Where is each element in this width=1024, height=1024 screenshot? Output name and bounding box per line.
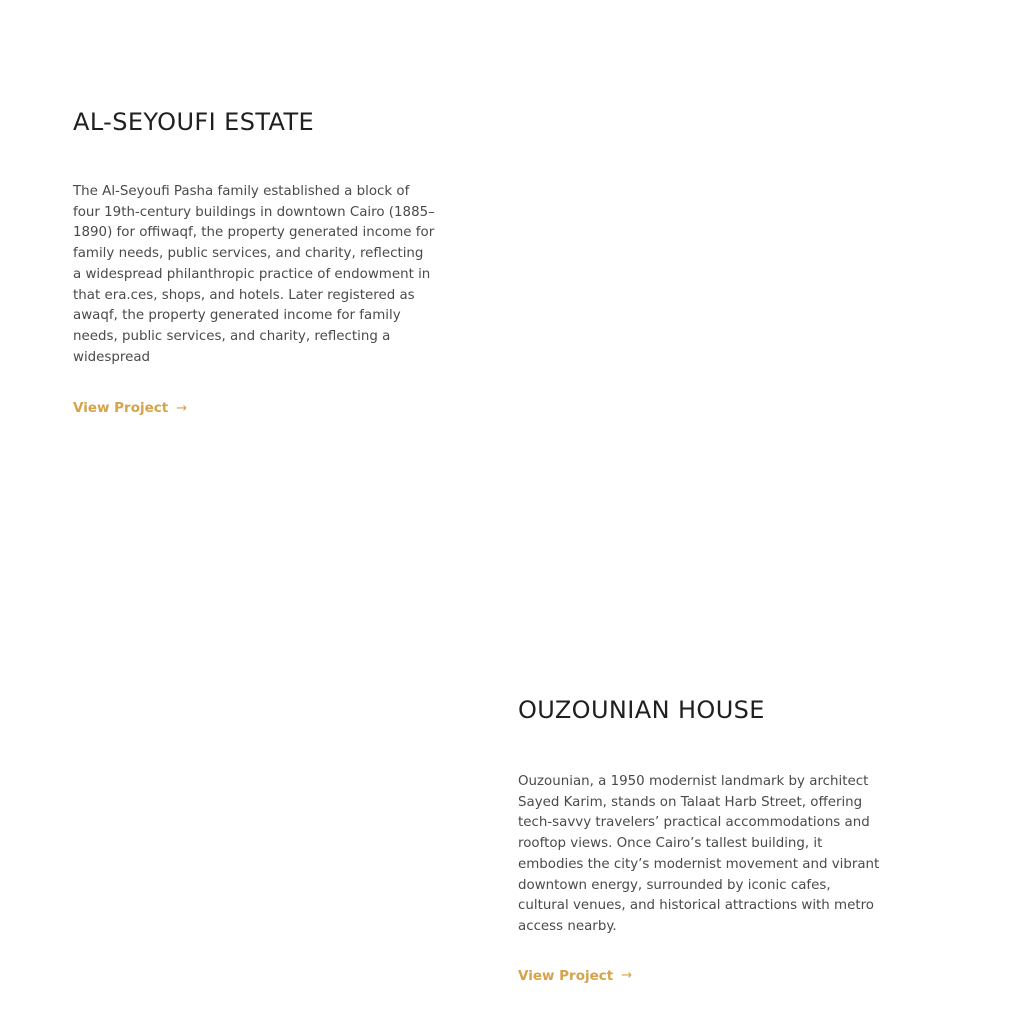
project-card-al-seyoufi-estate [73, 106, 435, 416]
arrow-right-icon: → [621, 968, 633, 984]
project-title: OUZOUNIAN HOUSE [518, 696, 765, 724]
view-project-link[interactable] [73, 400, 187, 416]
arrow-right-icon: → [176, 400, 188, 416]
project-title: AL-SEYOUFI ESTATE [73, 108, 315, 136]
view-project-link[interactable] [518, 968, 632, 984]
view-project-label: View Project [73, 400, 169, 417]
project-card-ouzounian-house [518, 694, 880, 984]
view-project-label: View Project [518, 967, 614, 984]
project-description: The Al-Seyoufi Pasha family established a block of four 19th-century buildings in downtown Cairo (1885–1890) for offiwaqf, the property generated income for family needs, public services, and charity, reflecting a widespread philanthropic practice of endowment in that era.ces, shops, and hotels. Later registered as awaqf, the property generated income for family needs, public services, and charity, reflecting a widespread [73, 184, 435, 365]
project-description: Ouzounian, a 1950 modernist landmark by architect Sayed Karim, stands on Talaat Harb Street, offering tech-savvy travelers’ practical accommodations and rooftop views. Once Cairo’s tallest building, it embodies the city’s modernist movement and vibrant downtown energy, surrounded by iconic cafes, cultural venues, and historical attractions with metro access nearby. [518, 774, 880, 934]
